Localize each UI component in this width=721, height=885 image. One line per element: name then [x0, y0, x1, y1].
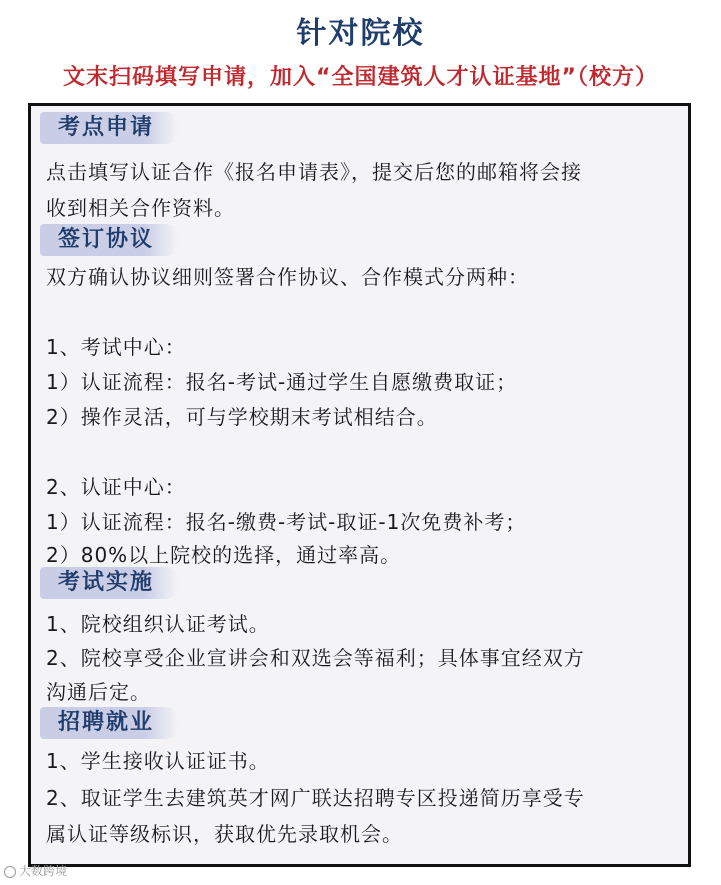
watermark — [4, 862, 67, 879]
section-label-sign-agreement: 签订协议 — [40, 224, 178, 256]
section-text-line: 1、院校组织认证考试。 — [46, 612, 270, 636]
watermark-logo-icon — [4, 866, 16, 878]
section-text-line: 双方确认协议细则签署合作协议、合作模式分两种： — [46, 265, 529, 289]
section-text-line: 2、取证学生去建筑英才网广联达招聘专区投递简历享受专 — [46, 786, 585, 810]
section-text-line: 1、学生接收认证证书。 — [46, 749, 270, 773]
section-text-line: 2）操作灵活，可与学校期末考试相结合。 — [46, 405, 438, 429]
section-label-exam-site-application: 考点申请 — [40, 112, 178, 144]
section-text-line: 沟通后定。 — [46, 680, 151, 704]
section-text-line: 属认证等级标识，获取优先录取机会。 — [46, 822, 403, 846]
section-text-line: 1）认证流程：报名-考试-通过学生自愿缴费取证； — [46, 370, 518, 394]
section-text-line: 1）认证流程：报名-缴费-考试-取证-1次免费补考； — [46, 510, 527, 534]
section-text-line: 2、院校享受企业宣讲会和双选会等福利；具体事宜经双方 — [46, 646, 585, 670]
section-label-recruitment-employment: 招聘就业 — [40, 707, 178, 739]
section-text-line: 2）80%以上院校的选择，通过率高。 — [46, 543, 402, 567]
section-label-exam-implementation: 考试实施 — [40, 567, 178, 599]
section-text-line: 收到相关合作资料。 — [46, 196, 235, 220]
page-title: 针对院校 — [296, 16, 425, 51]
page-subtitle: 文末扫码填写申请，加入“全国建筑人才认证基地”（校方） — [63, 65, 658, 90]
section-text-line: 点击填写认证合作《报名申请表》，提交后您的邮箱将会接 — [46, 160, 582, 184]
section-text-line: 2、认证中心： — [46, 475, 186, 499]
section-text-line: 1、考试中心： — [46, 335, 186, 359]
watermark-text: 大数跨境 — [19, 864, 68, 878]
